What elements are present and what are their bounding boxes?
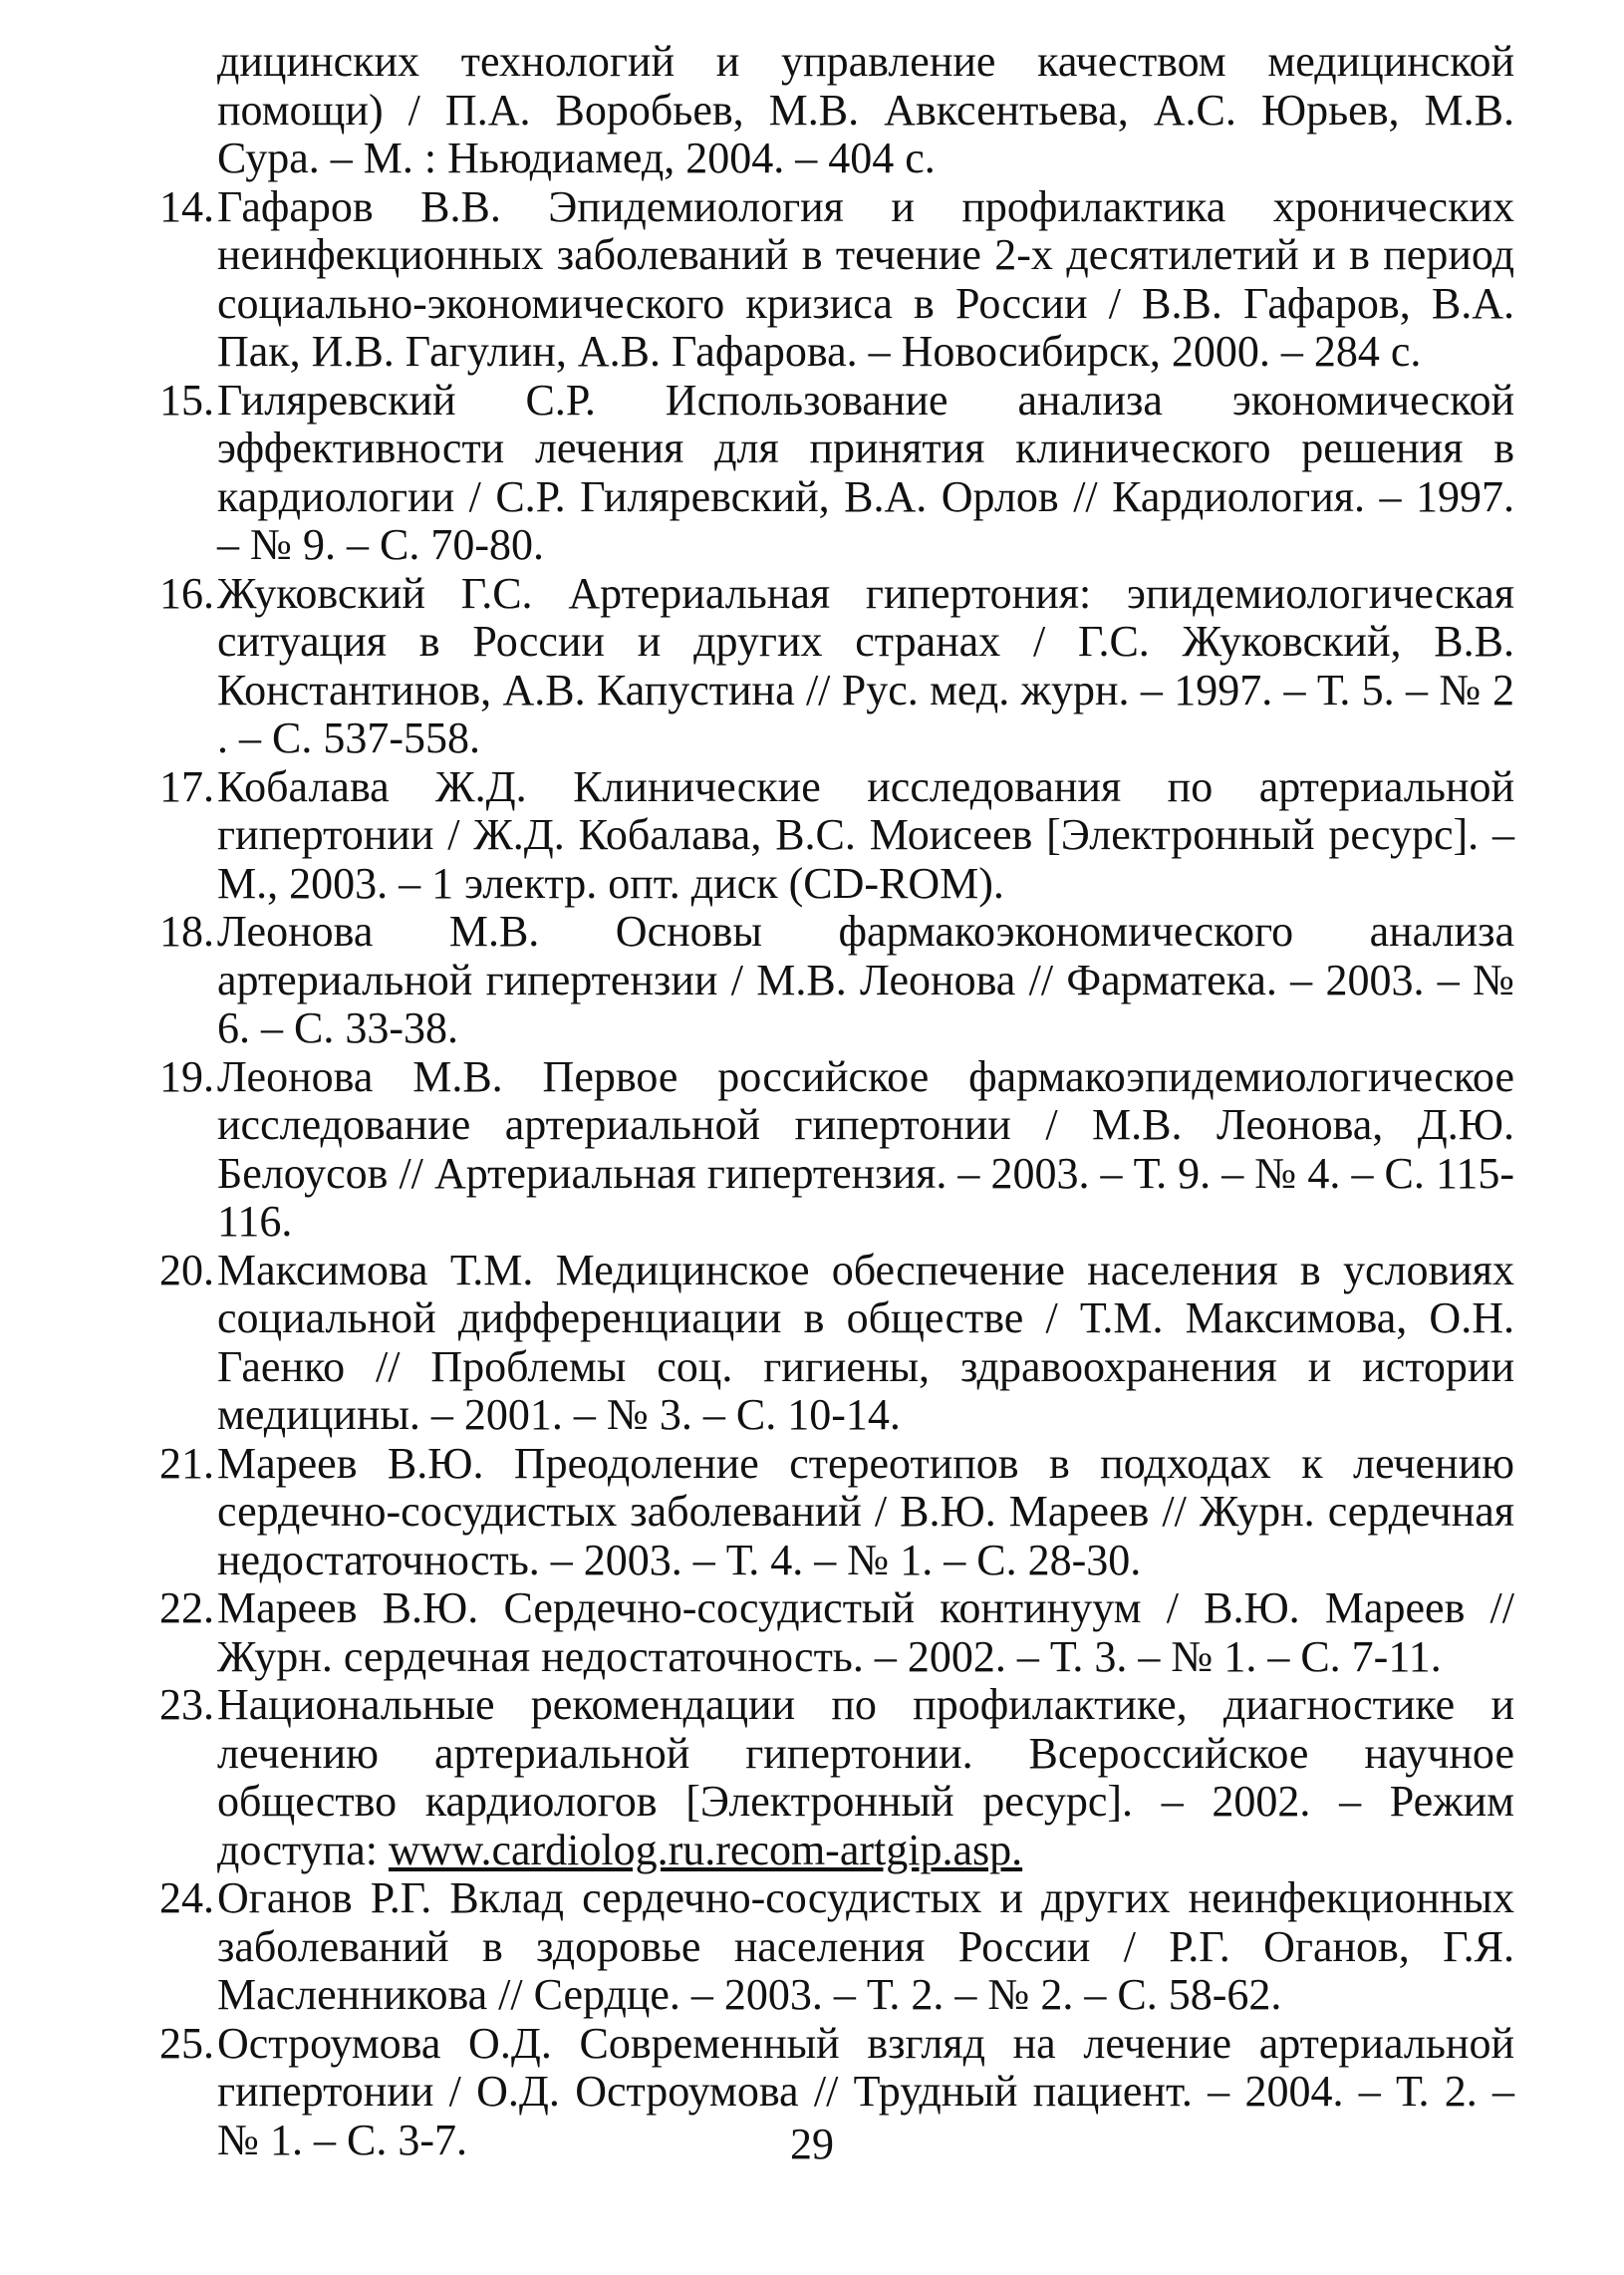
reference-text: Жуковский Г.С. Артериальная гипертония: эпидемиологическая ситуация в России и других странах / Г.С. Жуковский, В.В. Константинов, А.В. Капустина // Рус. мед. журн. – 1997. – Т. 5. – № 2 . – С. 537-558. (217, 568, 1514, 762)
reference-number: 19. (159, 1051, 214, 1101)
reference-item (159, 1247, 1514, 1440)
reference-text: Леонова М.В. Первое российское фармакоэпидемиологическое исследование артериальной гипертонии / М.В. Леонова, Д.Ю. Белоусов // Артериальная гипертензия. – 2003. – Т. 9. – № 4. – С. 115-116. (217, 1051, 1514, 1246)
reference-text-wrapper (217, 1681, 1514, 1874)
reference-number: 14. (159, 181, 214, 231)
reference-text: дицинских технологий и управление качеством медицинской помощи) / П.А. Воробьев, М.В. Авксентьева, А.С. Юрьев, М.В. Сура. – М. : Ньюдиамед, 2004. – 404 с. (217, 37, 1514, 182)
reference-item (159, 1584, 1514, 1681)
reference-item (159, 1681, 1514, 1874)
reference-text: Леонова М.В. Основы фармакоэкономического анализа артериальной гипертензии / М.В. Леонова // Фарматека. – 2003. – № 6. – С. 33-38. (217, 907, 1514, 1052)
reference-text: Гиляревский С.Р. Использование анализа экономической эффективности лечения для принятия клинического решения в кардиологии / С.Р. Гиляревский, В.А. Орлов // Кардиология. – 1997. – № 9. – С. 70-80. (217, 375, 1514, 569)
reference-item (159, 570, 1514, 763)
reference-number: 22. (159, 1583, 214, 1632)
reference-text: Национальные рекомендации по профилактике, диагностике и лечению артериальной гипертонии. Всероссийское научное общество кардиологов [Электронный ресурс]. – 2002. – Режим доступа: (217, 1680, 1514, 1874)
reference-item (159, 183, 1514, 377)
reference-text: Оганов Р.Г. Вклад сердечно-сосудистых и других неинфекционных заболеваний в здоровье населения России / Р.Г. Оганов, Г.Я. Масленникова // Сердце. – 2003. – Т. 2. – № 2. – С. 58-62. (217, 1873, 1514, 2019)
reference-number: 20. (159, 1245, 214, 1294)
reference-number: 24. (159, 1873, 214, 1922)
reference-text: Мареев В.Ю. Сердечно-сосудистый континуум / В.Ю. Мареев // Журн. сердечная недостаточность. – 2002. – Т. 3. – № 1. – С. 7-11. (217, 1583, 1514, 1681)
reference-item (159, 1053, 1514, 1247)
reference-continuation (159, 38, 1514, 183)
reference-number: 15. (159, 375, 214, 425)
reference-number: 18. (159, 907, 214, 956)
reference-number: 16. (159, 568, 214, 618)
reference-text: Остроумова О.Д. Современный взгляд на лечение артериальной гипертонии / О.Д. Остроумова // Трудный пациент. – 2004. – Т. 2. – № 1. – С. 3-7. (217, 2018, 1514, 2164)
reference-text: Мареев В.Ю. Преодоление стереотипов в подходах к лечению сердечно-сосудистых заболеваний / В.Ю. Мареев // Журн. сердечная недостаточность. – 2003. – Т. 4. – № 1. – С. 28-30. (217, 1438, 1514, 1584)
reference-text: Кобалава Ж.Д. Клинические исследования по артериальной гипертонии / Ж.Д. Кобалава, В.С. Моисеев [Электронный ресурс]. – М., 2003. – 1 электр. опт. диск (CD-ROM). (217, 761, 1514, 908)
reference-item (159, 908, 1514, 1053)
reference-item (159, 1874, 1514, 2020)
page-number: 29 (790, 2120, 834, 2168)
reference-url-link[interactable]: www.cardiolog.ru.recom-artgip.asp. (388, 1825, 1023, 1874)
reference-item (159, 377, 1514, 570)
reference-list (159, 38, 1514, 2164)
reference-number: 23. (159, 1680, 214, 1729)
reference-text: Максимова Т.М. Медицинское обеспечение населения в условиях социальной дифференциации в обществе / Т.М. Максимова, О.Н. Гаенко // Проблемы соц. гигиены, здравоохранения и истории медицины. – 2001. – № 3. – С. 10-14. (217, 1245, 1514, 1439)
reference-text: Гафаров В.В. Эпидемиология и профилактика хронических неинфекционных заболеваний в течение 2-х десятилетий и в период социально-экономического кризиса в России / В.В. Гафаров, В.А. Пак, И.В. Гагулин, А.В. Гафарова. – Новосибирск, 2000. – 284 с. (217, 181, 1514, 376)
reference-number: 21. (159, 1438, 214, 1488)
reference-item (159, 763, 1514, 909)
reference-number: 25. (159, 2018, 214, 2068)
reference-number: 17. (159, 761, 214, 811)
reference-item (159, 1440, 1514, 1585)
